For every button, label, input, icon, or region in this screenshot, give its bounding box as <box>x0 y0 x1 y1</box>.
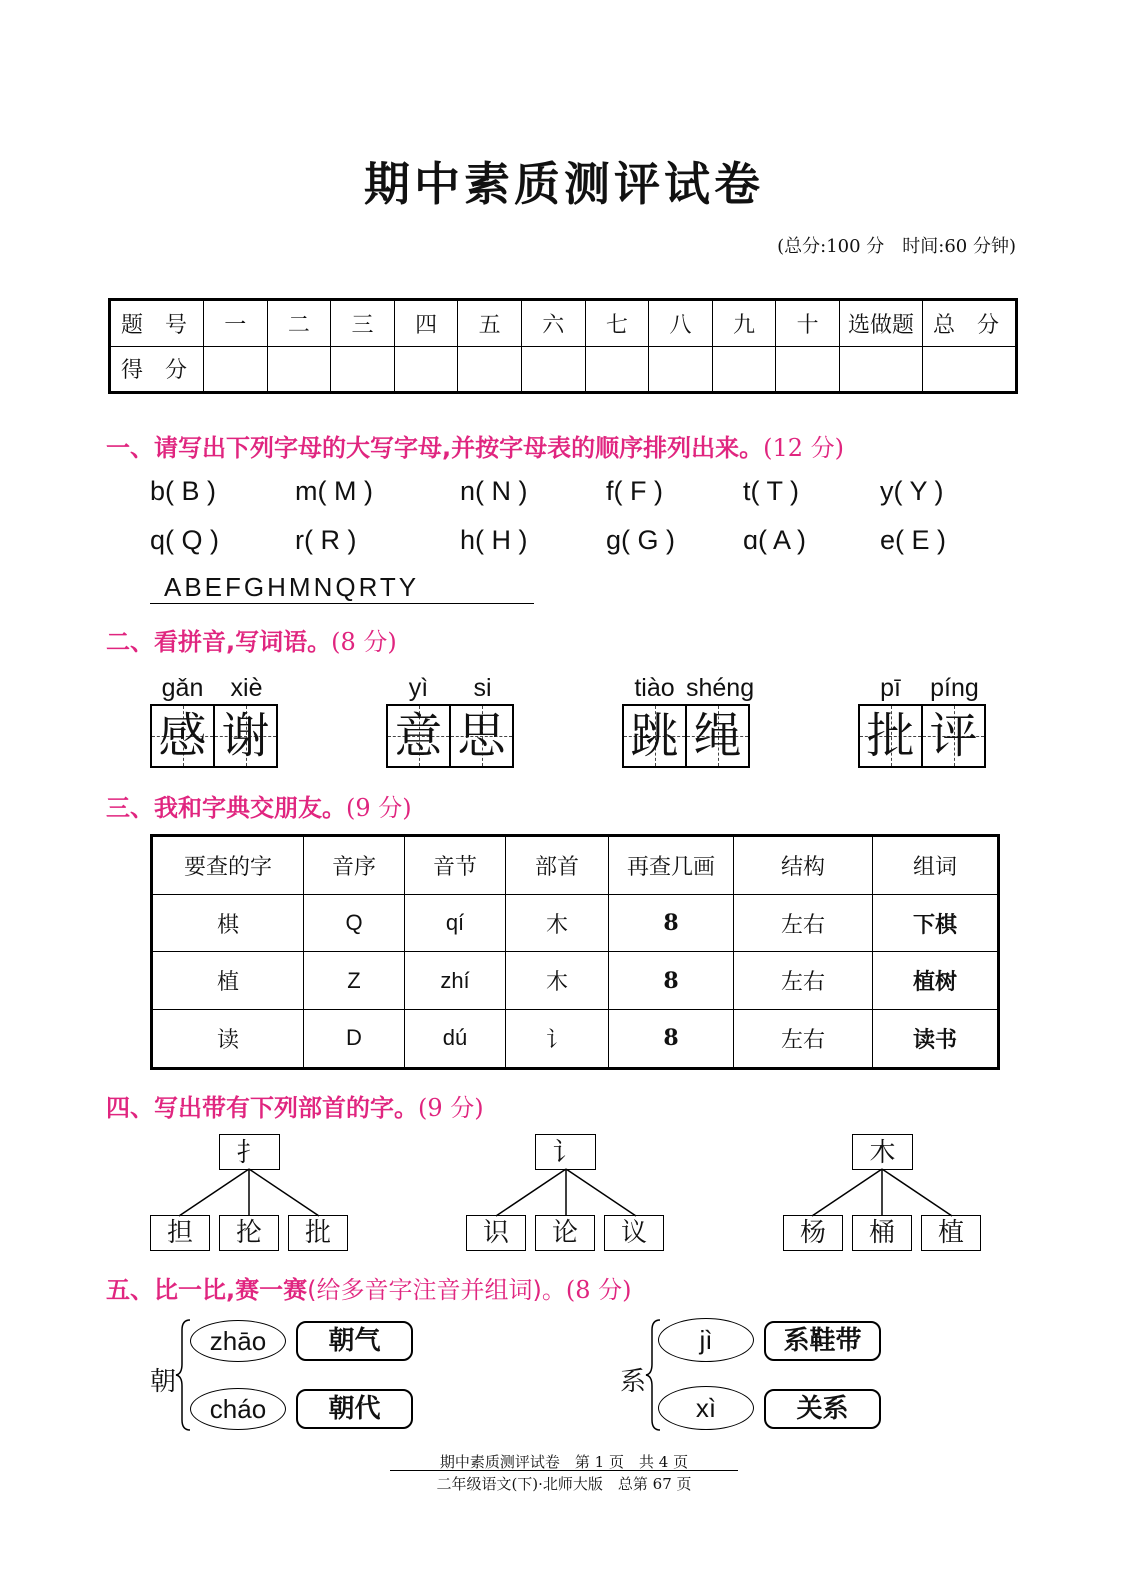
letter-pair: m( M ) <box>295 476 373 506</box>
table-cell[interactable]: dú <box>405 1009 506 1068</box>
table-row <box>152 895 999 952</box>
score-cell: 六 <box>521 300 585 347</box>
character: 跳 <box>630 708 679 764</box>
table-cell[interactable]: 木 <box>506 952 609 1009</box>
footer-divider <box>390 1470 738 1471</box>
section-1-heading <box>106 428 844 463</box>
table-cell[interactable]: D <box>304 1009 405 1068</box>
table-cell: 读 <box>152 1009 304 1068</box>
letter-pair: t( T ) <box>743 476 800 506</box>
letter-pair: e( E ) <box>880 525 947 555</box>
score-input-cell[interactable] <box>776 346 840 393</box>
table-cell: 植 <box>152 952 304 1009</box>
answer-char-box[interactable]: 论 <box>535 1215 595 1251</box>
pinyin-label: xiè <box>230 674 263 702</box>
answer-char-box[interactable]: 议 <box>604 1215 664 1251</box>
pinyin-label: si <box>473 674 492 702</box>
score-input-cell[interactable] <box>649 346 713 393</box>
score-input-cell[interactable] <box>204 346 268 393</box>
letter-pair: r( R ) <box>295 525 357 555</box>
letter-sequence-answer[interactable]: ABEFGHMNQRTY <box>150 572 534 604</box>
section-5-title: 五、比一比,赛一赛 <box>106 1276 308 1304</box>
section-1-points: (12 分) <box>763 434 845 462</box>
radical-box: 讠 <box>535 1134 596 1170</box>
answer-char-box[interactable]: 杨 <box>783 1215 843 1251</box>
score-cell: 一 <box>204 300 268 347</box>
radical-box: 扌 <box>219 1134 280 1170</box>
table-row <box>152 1009 999 1068</box>
score-cell: 十 <box>776 300 840 347</box>
character-grid-box[interactable] <box>921 704 986 768</box>
character-grid-box[interactable] <box>622 704 687 768</box>
score-input-cell[interactable] <box>458 346 522 393</box>
character-grid-box[interactable] <box>685 704 750 768</box>
pinyin-label: pī <box>880 674 901 702</box>
section-5-points: (8 分) <box>565 1276 632 1304</box>
section-3-points: (9 分) <box>346 794 412 822</box>
section-2-points: (8 分) <box>331 628 397 656</box>
column-header: 音序 <box>304 836 405 895</box>
table-cell: 棋 <box>152 895 304 952</box>
score-table-header-row <box>110 300 1017 347</box>
letter-pair: g( G ) <box>606 525 676 555</box>
table-cell[interactable]: zhí <box>405 952 506 1009</box>
page-title: 期中素质测评试卷 <box>364 157 764 211</box>
word-box[interactable]: 系鞋带 <box>764 1321 881 1361</box>
letter-pair: n( N ) <box>460 476 528 506</box>
character: 评 <box>929 708 978 764</box>
letter-pair: f( F ) <box>606 476 663 506</box>
exam-info: (总分:100 分 时间:60 分钟) <box>777 236 1016 257</box>
character: 谢 <box>221 708 270 764</box>
answer-char-box[interactable]: 抡 <box>219 1215 279 1251</box>
score-input-cell[interactable] <box>331 346 395 393</box>
section-4-points: (9 分) <box>418 1094 484 1122</box>
pinyin-label: tiào <box>634 674 675 702</box>
letter-pair: b( B ) <box>150 476 217 506</box>
table-cell[interactable]: 8 <box>609 1009 734 1068</box>
score-cell: 选做题 <box>840 300 923 347</box>
pinyin-label: yì <box>408 674 429 702</box>
table-cell[interactable]: Z <box>304 952 405 1009</box>
table-cell[interactable]: 8 <box>609 952 734 1009</box>
letter-pair: ɑ( A ) <box>743 525 807 555</box>
score-input-cell[interactable] <box>585 346 649 393</box>
dictionary-header-row <box>152 836 999 895</box>
pinyin-label: shéng <box>686 674 755 702</box>
table-cell[interactable]: 植树 <box>873 952 999 1009</box>
table-cell[interactable]: 左右 <box>734 952 873 1009</box>
character-grid-box[interactable] <box>858 704 923 768</box>
answer-char-box[interactable]: 植 <box>921 1215 981 1251</box>
column-header: 组词 <box>873 836 999 895</box>
score-cell: 三 <box>331 300 395 347</box>
radical-box: 木 <box>852 1134 913 1170</box>
section-2-title: 二、看拼音,写词语。 <box>106 628 332 656</box>
table-cell[interactable]: qí <box>405 895 506 952</box>
polyphone-char: 系 <box>620 1367 647 1397</box>
pinyin-oval[interactable]: cháo <box>190 1388 286 1430</box>
dictionary-table <box>150 834 1000 1070</box>
section-5-heading <box>106 1270 631 1305</box>
score-cell: 五 <box>458 300 522 347</box>
score-cell: 八 <box>649 300 713 347</box>
score-input-cell[interactable] <box>923 346 1017 393</box>
score-input-cell[interactable] <box>712 346 776 393</box>
section-2-heading <box>106 622 397 657</box>
pinyin-oval[interactable]: jì <box>658 1318 754 1362</box>
character: 绳 <box>693 708 742 764</box>
letter-pair: h( H ) <box>460 525 528 555</box>
score-cell: 九 <box>712 300 776 347</box>
column-header: 音节 <box>405 836 506 895</box>
score-table <box>108 298 1018 394</box>
word-box[interactable]: 朝代 <box>296 1389 413 1429</box>
character: 感 <box>158 708 207 764</box>
score-input-cell[interactable] <box>267 346 331 393</box>
pinyin-label: píng <box>930 674 979 702</box>
answer-char-box[interactable]: 桶 <box>852 1215 912 1251</box>
section-3-heading <box>106 788 412 823</box>
table-cell[interactable]: 讠 <box>506 1009 609 1068</box>
score-input-cell[interactable] <box>840 346 923 393</box>
score-cell: 总 分 <box>923 300 1017 347</box>
table-cell[interactable]: 8 <box>609 895 734 952</box>
word-box[interactable]: 朝气 <box>296 1321 413 1361</box>
table-cell[interactable]: 下棋 <box>873 895 999 952</box>
section-4-title: 四、写出带有下列部首的字。 <box>106 1094 418 1122</box>
score-table-value-row <box>110 346 1017 393</box>
character-grid-box[interactable] <box>386 704 451 768</box>
footer-line-1: 期中素质测评试卷 第 1 页 共 4 页 <box>439 1453 689 1471</box>
letter-pair: y( Y ) <box>880 476 944 506</box>
table-row <box>152 952 999 1009</box>
character-grid-box[interactable] <box>449 704 514 768</box>
character: 思 <box>457 708 506 764</box>
letter-pair: q( Q ) <box>150 525 220 555</box>
polyphone-char: 朝 <box>150 1367 177 1397</box>
score-cell: 四 <box>394 300 458 347</box>
column-header: 要查的字 <box>152 836 304 895</box>
score-cell: 二 <box>267 300 331 347</box>
answer-char-box[interactable]: 识 <box>466 1215 526 1251</box>
table-cell[interactable]: Q <box>304 895 405 952</box>
score-cell: 七 <box>585 300 649 347</box>
table-cell[interactable]: 木 <box>506 895 609 952</box>
score-cell-label: 题 号 <box>110 300 204 347</box>
answer-char-box[interactable]: 批 <box>288 1215 348 1251</box>
pinyin-label: gǎn <box>161 674 204 702</box>
section-4-heading <box>106 1088 484 1123</box>
character: 意 <box>394 708 443 764</box>
answer-char-box[interactable]: 担 <box>150 1215 210 1251</box>
table-cell[interactable]: 读书 <box>873 1009 999 1068</box>
table-cell[interactable]: 左右 <box>734 1009 873 1068</box>
score-input-cell[interactable] <box>521 346 585 393</box>
section-1-title: 一、请写出下列字母的大写字母,并按字母表的顺序排列出来。 <box>106 434 764 462</box>
column-header: 部首 <box>506 836 609 895</box>
section-5-note: (给多音字注音并组词)。 <box>307 1276 566 1304</box>
table-cell[interactable]: 左右 <box>734 895 873 952</box>
character-grid-box[interactable] <box>150 704 215 768</box>
column-header: 再查几画 <box>609 836 734 895</box>
column-header: 结构 <box>734 836 873 895</box>
pinyin-oval[interactable]: zhāo <box>190 1320 286 1362</box>
footer-line-2: 二年级语文(下)·北师大版 总第 67 页 <box>436 1475 692 1493</box>
character-grid-box[interactable] <box>213 704 278 768</box>
section-3-title: 三、我和字典交朋友。 <box>106 794 346 822</box>
pinyin-oval[interactable]: xì <box>658 1386 754 1430</box>
score-cell-label: 得 分 <box>110 346 204 393</box>
score-input-cell[interactable] <box>394 346 458 393</box>
word-box[interactable]: 关系 <box>764 1389 881 1429</box>
character: 批 <box>866 708 915 764</box>
